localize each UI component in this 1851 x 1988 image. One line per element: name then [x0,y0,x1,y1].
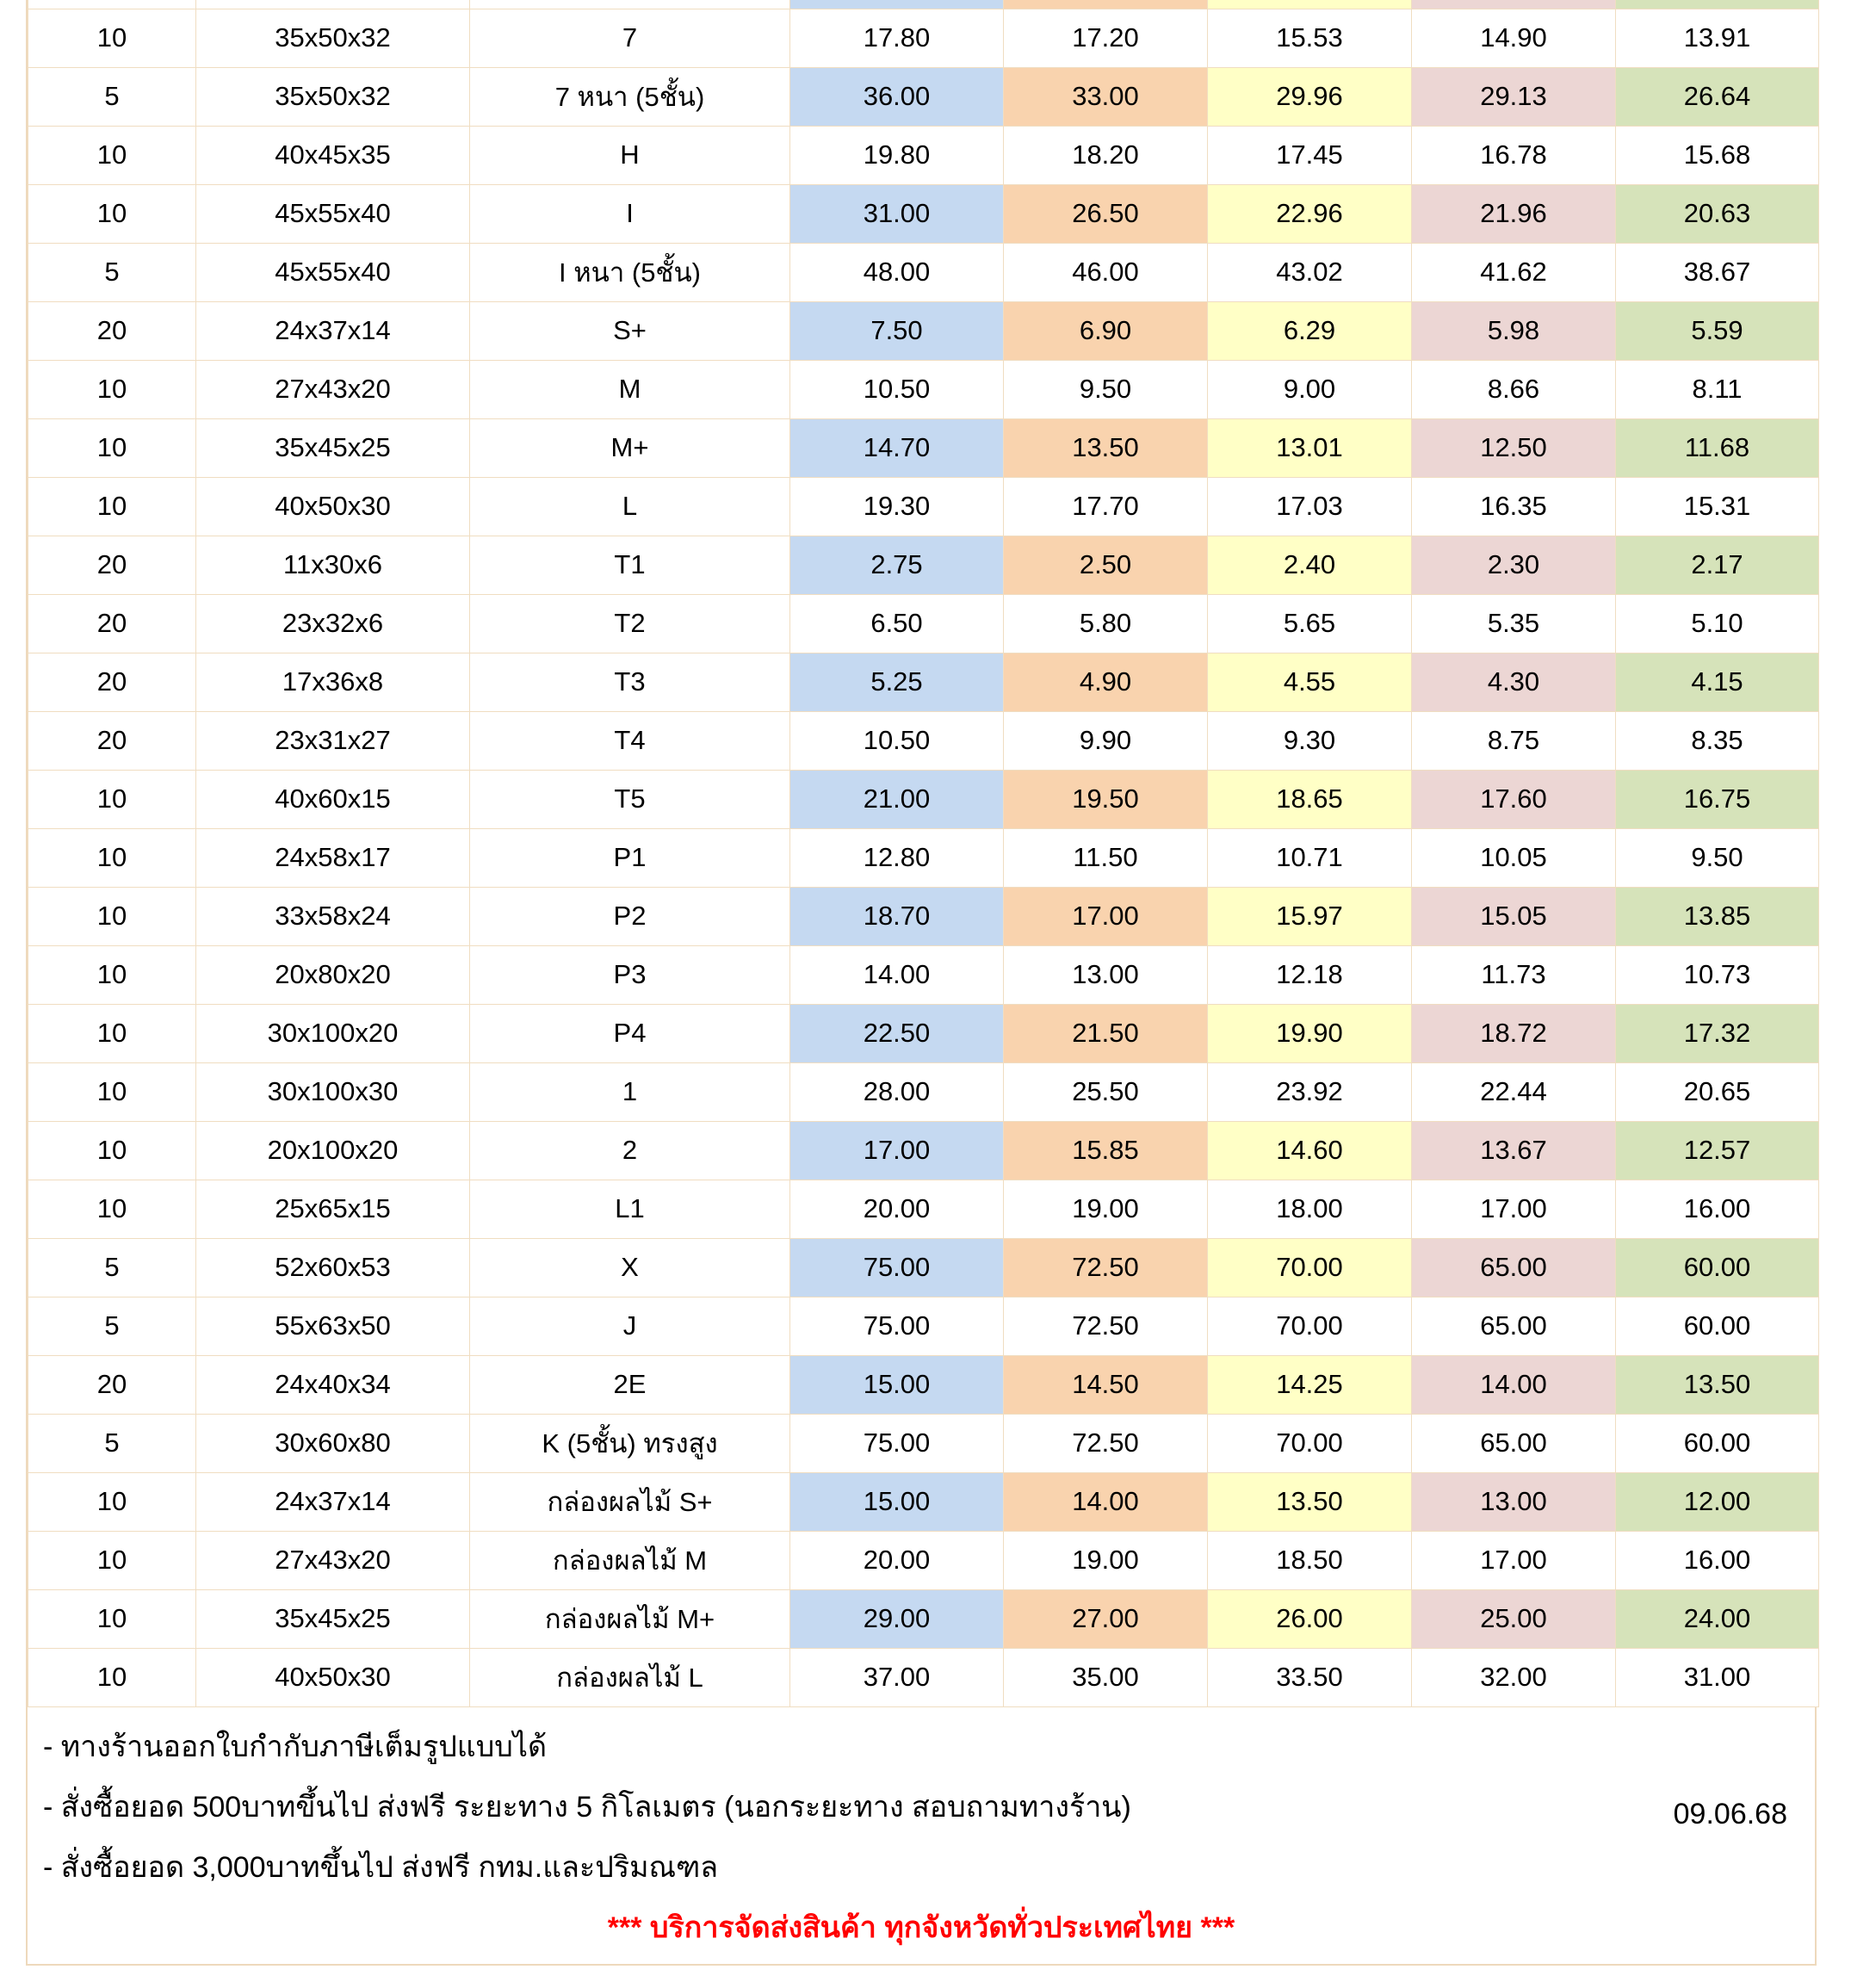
price-tier4-cell: 25.00 [1412,1589,1616,1648]
price-tier4-cell: 22.44 [1412,1062,1616,1121]
price-tier2-cell: 9.90 [1004,711,1208,770]
price-tier2-cell: 19.00 [1004,1180,1208,1238]
qty-cell: 10 [28,184,196,243]
price-tier2-cell: 17.00 [1004,887,1208,945]
price-tier2-cell: 72.50 [1004,1414,1208,1472]
table-row [28,536,1819,594]
price-tier2-cell: 11.50 [1004,828,1208,887]
name-cell: 2 [470,1121,790,1180]
size-cell: 40x45x35 [196,126,470,184]
table-row-partial [28,0,1819,9]
price-tier1-cell: 17.00 [790,1121,1004,1180]
qty-cell: 10 [28,126,196,184]
price-tier5-cell: 5.59 [1616,301,1819,360]
table-row [28,887,1819,945]
price-tier2-cell: 46.00 [1004,243,1208,301]
price-tier3-cell: 14.60 [1208,1121,1412,1180]
qty-cell: 5 [28,1238,196,1297]
price-tier5-cell: 8.11 [1616,360,1819,418]
qty-cell: 10 [28,1589,196,1648]
price-tier4-cell: 10.05 [1412,828,1616,887]
qty-cell: 20 [28,301,196,360]
size-cell [196,0,470,9]
price-tier3-cell: 15.97 [1208,887,1412,945]
qty-cell: 20 [28,653,196,711]
note-tax-invoice: - ทางร้านออกใบกำกับภาษีเต็มรูปแบบได้ [43,1730,548,1763]
qty-cell: 5 [28,1297,196,1355]
table-row [28,1531,1819,1589]
price-tier1-cell: 17.80 [790,9,1004,67]
table-row [28,711,1819,770]
price-tier3-cell: 5.65 [1208,594,1412,653]
price-tier1-cell: 20.00 [790,1180,1004,1238]
price-tier4-cell: 65.00 [1412,1414,1616,1472]
price-tier1-cell: 14.70 [790,418,1004,477]
price-tier3-cell: 14.25 [1208,1355,1412,1414]
price-tier5-cell: 13.85 [1616,887,1819,945]
table-row [28,1121,1819,1180]
price-tier1-cell: 18.70 [790,887,1004,945]
price-tier5-cell: 60.00 [1616,1238,1819,1297]
table-row [28,653,1819,711]
price-tier4-cell: 65.00 [1412,1238,1616,1297]
price-tier5-cell: 16.75 [1616,770,1819,828]
price-tier5-cell: 16.00 [1616,1180,1819,1238]
price-tier4-cell: 21.96 [1412,184,1616,243]
price-tier4-cell: 13.67 [1412,1121,1616,1180]
price-tier2-cell: 13.50 [1004,418,1208,477]
price-tier3-cell: 12.18 [1208,945,1412,1004]
name-cell: T5 [470,770,790,828]
size-cell: 45x55x40 [196,243,470,301]
price-tier3-cell: 70.00 [1208,1414,1412,1472]
price-tier5-cell: 9.50 [1616,828,1819,887]
price-tier1-cell: 7.50 [790,301,1004,360]
qty-cell: 10 [28,1472,196,1531]
table-row [28,1355,1819,1414]
price-tier2-cell: 9.50 [1004,360,1208,418]
price-tier1-cell: 31.00 [790,184,1004,243]
price-date: 09.06.68 [1673,1798,1787,1830]
price-sheet [26,0,1817,1966]
name-cell [470,0,790,9]
price-tier2-cell: 4.90 [1004,653,1208,711]
price-tier5-cell: 12.57 [1616,1121,1819,1180]
price-tier5-cell: 2.17 [1616,536,1819,594]
size-cell: 30x100x30 [196,1062,470,1121]
price-tier2-cell: 17.70 [1004,477,1208,536]
price-tier3-cell: 4.55 [1208,653,1412,711]
price-tier4-cell: 2.30 [1412,536,1616,594]
price-tier4-cell: 17.60 [1412,770,1616,828]
price-tier1-cell: 2.75 [790,536,1004,594]
price-tier4-cell: 5.98 [1412,301,1616,360]
name-cell: S+ [470,301,790,360]
price-tier5-cell: 13.50 [1616,1355,1819,1414]
price-tier4-cell: 8.75 [1412,711,1616,770]
qty-cell: 20 [28,536,196,594]
price-tier4-cell: 12.50 [1412,418,1616,477]
size-cell: 11x30x6 [196,536,470,594]
price-tier2-cell: 14.00 [1004,1472,1208,1531]
qty-cell: 20 [28,1355,196,1414]
name-cell: 7 หนา (5ชั้น) [470,67,790,126]
price-tier2-cell: 13.00 [1004,945,1208,1004]
table-row [28,9,1819,67]
size-cell: 52x60x53 [196,1238,470,1297]
price-tier4-cell: 11.73 [1412,945,1616,1004]
price-tier4-cell: 18.72 [1412,1004,1616,1062]
table-row [28,1648,1819,1706]
qty-cell [28,0,196,9]
price-tier4-cell: 16.78 [1412,126,1616,184]
price-tier2-cell: 25.50 [1004,1062,1208,1121]
size-cell: 24x58x17 [196,828,470,887]
price-tier4-cell: 15.05 [1412,887,1616,945]
name-cell: T1 [470,536,790,594]
size-cell: 45x55x40 [196,184,470,243]
price-tier1-cell: 75.00 [790,1297,1004,1355]
name-cell: J [470,1297,790,1355]
price-tier1-cell: 15.00 [790,1472,1004,1531]
size-cell: 24x37x14 [196,1472,470,1531]
price-tier3-cell: 6.29 [1208,301,1412,360]
name-cell: 2E [470,1355,790,1414]
price-tier2-cell: 14.50 [1004,1355,1208,1414]
size-cell: 24x37x14 [196,301,470,360]
price-tier5-cell: 20.63 [1616,184,1819,243]
note-free-delivery-500: - สั่งซื้อยอด 500บาทขึ้นไป ส่งฟรี ระยะทาง 5 กิโลเมตร (นอกระยะทาง สอบถามทางร้าน) [43,1790,1131,1824]
name-cell: H [470,126,790,184]
name-cell: I [470,184,790,243]
price-tier3-cell: 15.53 [1208,9,1412,67]
table-row [28,1062,1819,1121]
name-cell: กล่องผลไม้ L [470,1648,790,1706]
qty-cell: 10 [28,1531,196,1589]
price-tier1-cell: 12.80 [790,828,1004,887]
table-row [28,594,1819,653]
table-row [28,360,1819,418]
name-cell: 1 [470,1062,790,1121]
name-cell: กล่องผลไม้ M [470,1531,790,1589]
price-table [28,0,1819,1707]
price-tier1-cell [790,0,1004,9]
price-tier1-cell: 21.00 [790,770,1004,828]
table-row [28,477,1819,536]
price-tier5-cell [1616,0,1819,9]
price-tier5-cell: 31.00 [1616,1648,1819,1706]
price-tier1-cell: 10.50 [790,711,1004,770]
qty-cell: 10 [28,1062,196,1121]
name-cell: กล่องผลไม้ M+ [470,1589,790,1648]
price-tier3-cell: 18.50 [1208,1531,1412,1589]
table-row [28,1414,1819,1472]
size-cell: 55x63x50 [196,1297,470,1355]
price-tier1-cell: 36.00 [790,67,1004,126]
size-cell: 23x32x6 [196,594,470,653]
price-tier3-cell: 26.00 [1208,1589,1412,1648]
price-tier5-cell: 11.68 [1616,418,1819,477]
price-tier3-cell [1208,0,1412,9]
qty-cell: 10 [28,1648,196,1706]
price-tier2-cell: 15.85 [1004,1121,1208,1180]
table-row [28,126,1819,184]
price-tier4-cell: 14.00 [1412,1355,1616,1414]
name-cell: L [470,477,790,536]
name-cell: K (5ชั้น) ทรงสูง [470,1414,790,1472]
price-tier5-cell: 60.00 [1616,1297,1819,1355]
price-tier5-cell: 26.64 [1616,67,1819,126]
price-tier1-cell: 19.30 [790,477,1004,536]
price-tier4-cell: 32.00 [1412,1648,1616,1706]
price-tier1-cell: 75.00 [790,1414,1004,1472]
name-cell: T4 [470,711,790,770]
price-tier3-cell: 19.90 [1208,1004,1412,1062]
price-tier5-cell: 15.31 [1616,477,1819,536]
qty-cell: 10 [28,477,196,536]
price-tier2-cell: 18.20 [1004,126,1208,184]
price-tier3-cell: 70.00 [1208,1238,1412,1297]
price-tier5-cell: 8.35 [1616,711,1819,770]
price-tier5-cell: 5.10 [1616,594,1819,653]
size-cell: 40x60x15 [196,770,470,828]
price-tier1-cell: 15.00 [790,1355,1004,1414]
table-row [28,1589,1819,1648]
price-tier5-cell: 17.32 [1616,1004,1819,1062]
name-cell: P4 [470,1004,790,1062]
price-tier1-cell: 29.00 [790,1589,1004,1648]
qty-cell: 10 [28,418,196,477]
price-tier4-cell [1412,0,1616,9]
price-tier2-cell [1004,0,1208,9]
price-tier5-cell: 12.00 [1616,1472,1819,1531]
table-row [28,828,1819,887]
price-tier5-cell: 10.73 [1616,945,1819,1004]
qty-cell: 10 [28,1180,196,1238]
price-tier3-cell: 29.96 [1208,67,1412,126]
qty-cell: 20 [28,594,196,653]
qty-cell: 10 [28,770,196,828]
size-cell: 33x58x24 [196,887,470,945]
qty-cell: 5 [28,1414,196,1472]
qty-cell: 5 [28,243,196,301]
note-free-delivery-3000: - สั่งซื้อยอด 3,000บาทขึ้นไป ส่งฟรี กทม.และปริมณฑล [43,1850,719,1884]
price-tier5-cell: 24.00 [1616,1589,1819,1648]
price-tier2-cell: 6.90 [1004,301,1208,360]
price-tier4-cell: 4.30 [1412,653,1616,711]
size-cell: 30x100x20 [196,1004,470,1062]
price-tier2-cell: 35.00 [1004,1648,1208,1706]
price-tier3-cell: 10.71 [1208,828,1412,887]
table-row [28,770,1819,828]
qty-cell: 10 [28,887,196,945]
name-cell: L1 [470,1180,790,1238]
price-tier5-cell: 13.91 [1616,9,1819,67]
qty-cell: 10 [28,360,196,418]
qty-cell: 10 [28,1121,196,1180]
table-row [28,67,1819,126]
price-tier3-cell: 9.30 [1208,711,1412,770]
price-tier5-cell: 38.67 [1616,243,1819,301]
table-row [28,301,1819,360]
price-tier4-cell: 13.00 [1412,1472,1616,1531]
price-tier3-cell: 18.00 [1208,1180,1412,1238]
price-tier5-cell: 20.65 [1616,1062,1819,1121]
size-cell: 20x100x20 [196,1121,470,1180]
size-cell: 27x43x20 [196,360,470,418]
price-tier3-cell: 70.00 [1208,1297,1412,1355]
price-tier3-cell: 13.01 [1208,418,1412,477]
qty-cell: 10 [28,828,196,887]
price-tier1-cell: 22.50 [790,1004,1004,1062]
price-tier5-cell: 60.00 [1616,1414,1819,1472]
name-cell: P1 [470,828,790,887]
price-tier3-cell: 43.02 [1208,243,1412,301]
price-tier1-cell: 5.25 [790,653,1004,711]
price-tier2-cell: 5.80 [1004,594,1208,653]
size-cell: 27x43x20 [196,1531,470,1589]
price-tier2-cell: 19.00 [1004,1531,1208,1589]
price-tier2-cell: 2.50 [1004,536,1208,594]
table-row [28,1004,1819,1062]
name-cell: T2 [470,594,790,653]
price-tier4-cell: 17.00 [1412,1180,1616,1238]
size-cell: 25x65x15 [196,1180,470,1238]
price-tier3-cell: 13.50 [1208,1472,1412,1531]
name-cell: P2 [470,887,790,945]
price-tier3-cell: 9.00 [1208,360,1412,418]
price-tier2-cell: 72.50 [1004,1297,1208,1355]
price-tier2-cell: 19.50 [1004,770,1208,828]
price-tier5-cell: 16.00 [1616,1531,1819,1589]
table-row [28,184,1819,243]
price-tier2-cell: 27.00 [1004,1589,1208,1648]
name-cell: M [470,360,790,418]
name-cell: T3 [470,653,790,711]
price-tier1-cell: 19.80 [790,126,1004,184]
price-tier2-cell: 33.00 [1004,67,1208,126]
size-cell: 30x60x80 [196,1414,470,1472]
price-tier5-cell: 4.15 [1616,653,1819,711]
price-tier4-cell: 8.66 [1412,360,1616,418]
price-tier2-cell: 21.50 [1004,1004,1208,1062]
price-tier2-cell: 17.20 [1004,9,1208,67]
price-tier1-cell: 28.00 [790,1062,1004,1121]
price-tier4-cell: 14.90 [1412,9,1616,67]
qty-cell: 5 [28,67,196,126]
size-cell: 40x50x30 [196,1648,470,1706]
price-tier1-cell: 48.00 [790,243,1004,301]
qty-cell: 10 [28,9,196,67]
name-cell: I หนา (5ชั้น) [470,243,790,301]
size-cell: 35x45x25 [196,418,470,477]
name-cell: กล่องผลไม้ S+ [470,1472,790,1531]
size-cell: 35x50x32 [196,67,470,126]
qty-cell: 20 [28,711,196,770]
price-tier4-cell: 41.62 [1412,243,1616,301]
price-tier4-cell: 29.13 [1412,67,1616,126]
name-cell: 7 [470,9,790,67]
table-row [28,1297,1819,1355]
price-tier3-cell: 17.03 [1208,477,1412,536]
price-tier4-cell: 5.35 [1412,594,1616,653]
name-cell: M+ [470,418,790,477]
size-cell: 35x50x32 [196,9,470,67]
price-tier3-cell: 23.92 [1208,1062,1412,1121]
name-cell: X [470,1238,790,1297]
table-row [28,1472,1819,1531]
price-tier3-cell: 33.50 [1208,1648,1412,1706]
table-row [28,945,1819,1004]
price-tier2-cell: 72.50 [1004,1238,1208,1297]
size-cell: 24x40x34 [196,1355,470,1414]
price-tier4-cell: 16.35 [1412,477,1616,536]
footer-notes [28,1707,1815,1964]
price-tier3-cell: 22.96 [1208,184,1412,243]
price-tier3-cell: 17.45 [1208,126,1412,184]
price-tier1-cell: 20.00 [790,1531,1004,1589]
qty-cell: 10 [28,1004,196,1062]
size-cell: 23x31x27 [196,711,470,770]
price-tier1-cell: 6.50 [790,594,1004,653]
price-table-body [28,0,1819,1706]
price-tier1-cell: 14.00 [790,945,1004,1004]
table-row [28,1238,1819,1297]
size-cell: 35x45x25 [196,1589,470,1648]
size-cell: 40x50x30 [196,477,470,536]
price-tier2-cell: 26.50 [1004,184,1208,243]
size-cell: 17x36x8 [196,653,470,711]
price-tier5-cell: 15.68 [1616,126,1819,184]
qty-cell: 10 [28,945,196,1004]
price-tier1-cell: 75.00 [790,1238,1004,1297]
table-row [28,1180,1819,1238]
size-cell: 20x80x20 [196,945,470,1004]
price-tier1-cell: 10.50 [790,360,1004,418]
shipping-notice: *** บริการจัดส่งสินค้า ทุกจังหวัดทั่วประเทศไทย *** [607,1911,1235,1944]
table-row [28,243,1819,301]
table-row [28,418,1819,477]
name-cell: P3 [470,945,790,1004]
price-tier1-cell: 37.00 [790,1648,1004,1706]
price-tier3-cell: 2.40 [1208,536,1412,594]
price-tier3-cell: 18.65 [1208,770,1412,828]
price-tier4-cell: 17.00 [1412,1531,1616,1589]
price-tier4-cell: 65.00 [1412,1297,1616,1355]
